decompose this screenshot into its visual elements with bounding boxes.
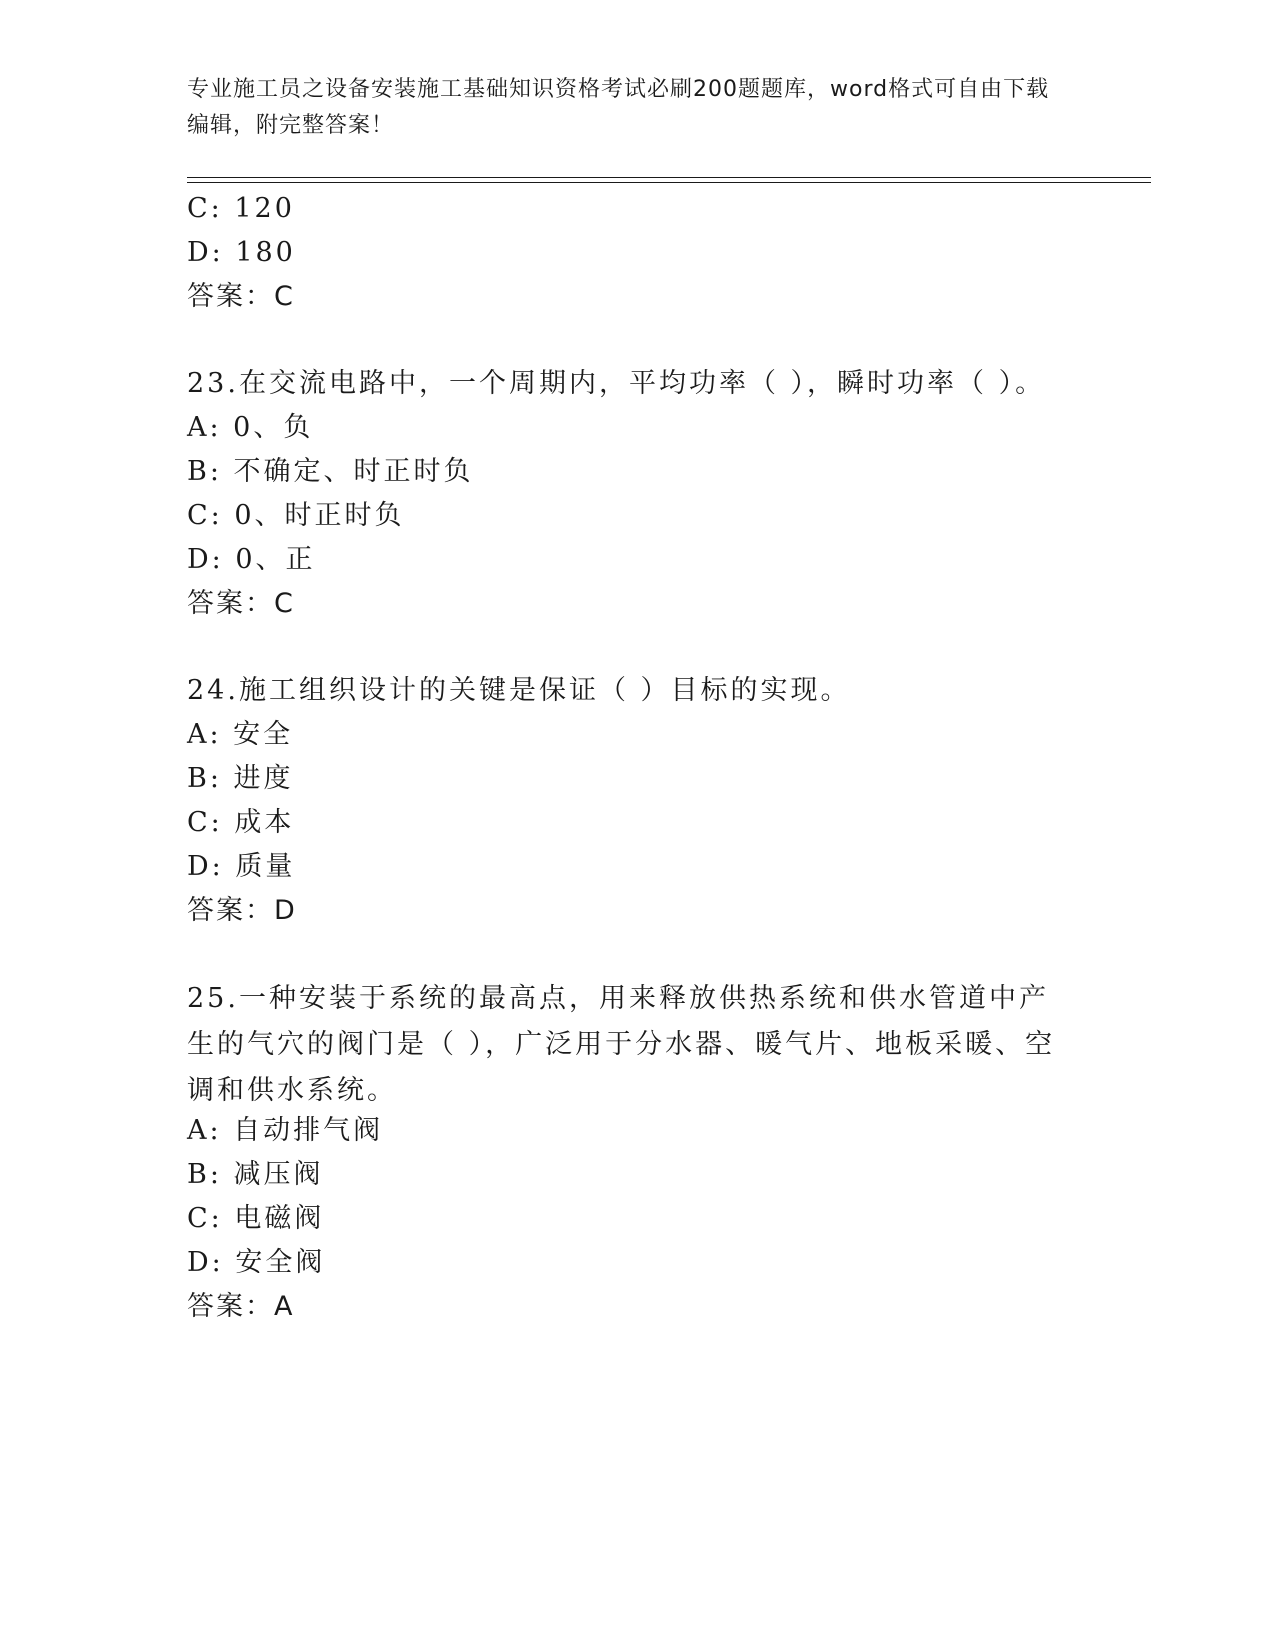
answer-line: 答案：C <box>187 588 295 619</box>
option-b: B: 不确定、时正时负 <box>187 456 474 487</box>
option-d: D: 质量 <box>187 851 296 882</box>
option-c: C: 电磁阀 <box>187 1203 325 1234</box>
option-a: A: 安全 <box>187 719 294 750</box>
question-stem: 23.在交流电路中，一个周期内，平均功率（ ），瞬时功率（ ）。 <box>187 368 1046 399</box>
header-rule-top <box>187 177 1151 178</box>
option-b: B: 进度 <box>187 763 294 794</box>
option-d: D: 安全阀 <box>187 1247 326 1278</box>
question-stem: 25.一种安装于系统的最高点，用来释放供热系统和供水管道中产生的气穴的阀门是（ ），广泛用于分水器、暖气片、地板采暖、空调和供水系统。 <box>187 983 1056 1106</box>
option-b: B: 减压阀 <box>187 1159 324 1190</box>
option-d: D: 180 <box>187 237 296 268</box>
question-stem: 24.施工组织设计的关键是保证（ ）目标的实现。 <box>187 675 851 706</box>
option-c: C: 120 <box>187 193 295 224</box>
option-a: A: 自动排气阀 <box>187 1115 384 1146</box>
answer-line: 答案：D <box>187 895 297 926</box>
option-d: D: 0、正 <box>187 544 316 575</box>
option-c: C: 成本 <box>187 807 295 838</box>
option-a: A: 0、负 <box>187 412 314 443</box>
option-c: C: 0、时正时负 <box>187 500 405 531</box>
header-rule-bottom <box>187 182 1151 183</box>
answer-line: 答案：A <box>187 1291 295 1322</box>
answer-line: 答案：C <box>187 281 295 312</box>
document-header-title: 专业施工员之设备安装施工基础知识资格考试必刷200题题库，word格式可自由下载编辑，附完整答案！ <box>187 77 1050 138</box>
